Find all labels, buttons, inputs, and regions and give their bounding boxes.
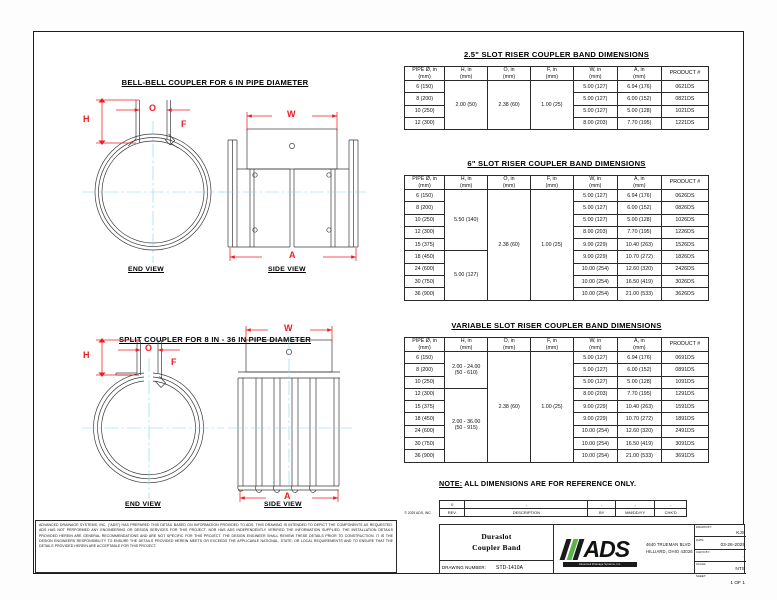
rev-chkd: - [655, 501, 687, 509]
cell-w: 10.00 (254) [573, 288, 617, 300]
cell-product: 1026DS [661, 214, 708, 226]
cell-product: 1221DS [661, 117, 708, 129]
cell-w: 5.00 (127) [573, 93, 617, 105]
cell-pipe: 15 (375) [405, 401, 445, 413]
title-block-meta [695, 525, 746, 586]
cell-product: 0891DS [661, 364, 708, 376]
cell-a: 7.70 (195) [617, 226, 661, 238]
table-header-row [405, 67, 709, 81]
cell-pipe: 15 (375) [405, 239, 445, 251]
table-row [405, 81, 709, 93]
cell-f: 1.00 (25) [530, 190, 573, 301]
cell-h: 5.00 (127) [445, 251, 488, 300]
cell-a: 21.00 (533) [617, 450, 661, 462]
cell-w: 8.00 (203) [573, 388, 617, 400]
drawing-frame [33, 31, 745, 586]
cell-w: 5.00 (127) [573, 190, 617, 202]
cell-pipe: 6 (150) [405, 81, 445, 93]
cell-w: 5.00 (127) [573, 364, 617, 376]
cell-product: 1021DS [661, 105, 708, 117]
col-header-1: H, in (mm) [445, 176, 488, 190]
cell-w: 8.00 (203) [573, 226, 617, 238]
dim-f-label-2: F [171, 357, 177, 367]
cell-w: 9.00 (229) [573, 413, 617, 425]
col-header-6: PRODUCT # [661, 176, 708, 190]
cell-f: 1.00 (25) [531, 352, 574, 463]
table-row [405, 190, 709, 202]
cell-product: 1826DS [661, 251, 708, 263]
cell-a: 6.00 (152) [617, 93, 661, 105]
cell-pipe: 36 (900) [405, 450, 445, 462]
table-block-3 [404, 321, 709, 463]
bell-bell-coupler-detail [40, 42, 388, 292]
cell-o: 2.38 (60) [488, 352, 531, 463]
dimensions-table-3 [404, 337, 709, 463]
bell-bell-title: BELL-BELL COUPLER FOR 6 IN PIPE DIAMETER [121, 78, 309, 87]
drawing-number-value: STD-1410A [496, 564, 524, 571]
cell-w: 10.00 (254) [573, 450, 617, 462]
cell-w: 10.00 (254) [573, 438, 617, 450]
cell-w: 10.00 (254) [573, 263, 617, 275]
reference-note [439, 479, 636, 488]
table-title-1: 2.5" SLOT RISER COUPLER BAND DIMENSIONS [463, 50, 650, 59]
col-header-5: A, in (mm) [617, 67, 661, 81]
cell-a: 12.60 (320) [617, 425, 661, 437]
col-header-1: H, in (mm) [445, 338, 488, 352]
cell-a: 21.00 (533) [617, 288, 661, 300]
meta-value-scale: NTS [735, 567, 745, 573]
cell-f: 1.00 (25) [530, 81, 573, 130]
table-title-2: 6" SLOT RISER COUPLER BAND DIMENSIONS [467, 159, 646, 168]
cell-pipe: 10 (250) [405, 105, 445, 117]
meta-label-date: DATE: [696, 537, 705, 542]
rev-header-chkd: CHK'D [655, 509, 687, 517]
rev-number: 0 [440, 501, 465, 509]
cell-w: 10.00 (254) [573, 425, 617, 437]
cell-o: 2.38 (60) [488, 190, 531, 301]
table-block-2 [404, 159, 709, 301]
cell-h: 5.50 (140) [445, 190, 488, 251]
cell-w: 5.00 (127) [573, 352, 617, 364]
cell-a: 7.70 (195) [617, 388, 661, 400]
table-header-row [405, 338, 709, 352]
cell-product: 0626DS [661, 190, 708, 202]
cell-a: 10.70 (272) [617, 251, 661, 263]
cell-pipe: 12 (300) [405, 226, 445, 238]
cell-product: 0826DS [661, 202, 708, 214]
end-view-label-2: END VIEW [125, 501, 162, 508]
cell-pipe: 18 (450) [405, 413, 445, 425]
meta-label-drawn-by: DRAWN BY: [696, 525, 713, 530]
cell-a: 6.94 (176) [617, 352, 661, 364]
cell-product: 3026DS [661, 276, 708, 288]
revision-data-row [440, 501, 687, 509]
meta-scale [695, 562, 746, 574]
table-row [405, 352, 709, 364]
meta-value-date: 03-26-2025 [720, 542, 745, 548]
cell-pipe: 12 (300) [405, 388, 445, 400]
rev-header-rev: REV. [440, 509, 465, 517]
revision-block [439, 500, 687, 517]
dim-w-label-1: W [287, 109, 296, 119]
dim-h-label-2: H [83, 350, 90, 360]
product-title [440, 525, 554, 561]
cell-product: 0821DS [661, 93, 708, 105]
cell-a: 16.50 (419) [617, 276, 661, 288]
cell-a: 7.70 (195) [617, 117, 661, 129]
cell-a: 6.00 (152) [617, 364, 661, 376]
cell-w: 5.00 (127) [573, 81, 617, 93]
split-coupler-title: SPLIT COUPLER FOR 8 IN - 36 IN PIPE DIAMETER [118, 335, 311, 344]
dim-o-label-1: O [149, 103, 157, 113]
cell-a: 10.70 (272) [617, 413, 661, 425]
product-name: Coupler Band [472, 542, 521, 552]
col-header-2: O, in (mm) [488, 176, 531, 190]
address-line-1: 4640 TRUEMAN BLVD [646, 542, 691, 547]
cell-product: 0691DS [661, 352, 708, 364]
cell-pipe: 8 (200) [405, 93, 445, 105]
meta-sheet [695, 574, 746, 586]
rev-header-description: DESCRIPTION [465, 509, 588, 517]
drawing-number-row [440, 561, 554, 574]
cell-h: 2.00 (50) [445, 81, 488, 130]
cell-product: 2426DS [661, 263, 708, 275]
cell-a: 16.50 (419) [617, 438, 661, 450]
meta-date [695, 537, 746, 549]
cell-product: 3626DS [661, 288, 708, 300]
logo-tagline: Advanced Drainage Systems, Inc. [578, 562, 622, 566]
split-coupler-drawing-svg [40, 300, 388, 525]
cell-pipe: 8 (200) [405, 202, 445, 214]
col-header-4: W, in (mm) [573, 338, 617, 352]
split-coupler-detail [40, 300, 388, 525]
dim-w-label-2: W [284, 323, 293, 333]
cell-pipe: 24 (600) [405, 425, 445, 437]
cell-pipe: 30 (750) [405, 276, 445, 288]
cell-product: 1591DS [661, 401, 708, 413]
note-text: ALL DIMENSIONS ARE FOR REFERENCE ONLY. [462, 479, 637, 488]
col-header-6: PRODUCT # [661, 67, 708, 81]
cell-product: 1291DS [661, 388, 708, 400]
col-header-3: F, in (mm) [531, 338, 574, 352]
cell-a: 5.00 (128) [617, 214, 661, 226]
revision-header-row [440, 509, 687, 517]
col-header-0: PIPE Ø, in (mm) [405, 338, 445, 352]
col-header-2: O, in (mm) [488, 338, 531, 352]
cell-a: 10.40 (263) [617, 401, 661, 413]
dim-o-label-2: O [145, 343, 153, 353]
table-title-3: VARIABLE SLOT RISER COUPLER BAND DIMENSIONS [451, 321, 662, 330]
meta-value-checked-by: - [743, 555, 745, 561]
dim-h-label-1: H [83, 114, 90, 124]
title-block [439, 524, 745, 586]
meta-checked-by [695, 550, 746, 562]
cell-pipe: 36 (900) [405, 288, 445, 300]
cell-w: 5.00 (127) [573, 214, 617, 226]
cell-h: 2.00 - 24.00 (50 - 610) [445, 352, 488, 389]
rev-description: - [465, 501, 588, 509]
cell-h: 2.00 - 36.00 (50 - 915) [445, 388, 488, 462]
cell-pipe: 10 (250) [405, 376, 445, 388]
drawing-number-label: DRAWING NUMBER: [442, 565, 487, 571]
dimensions-table-1 [404, 66, 709, 130]
meta-label-sheet: SHEET: [696, 574, 707, 579]
cell-pipe: 18 (450) [405, 251, 445, 263]
cell-pipe: 6 (150) [405, 352, 445, 364]
meta-label-scale: SCALE: [696, 562, 707, 567]
end-view-label-1: END VIEW [128, 266, 165, 273]
cell-w: 5.00 (127) [573, 202, 617, 214]
cell-a: 5.00 (128) [617, 376, 661, 388]
col-header-1: H, in (mm) [445, 67, 488, 81]
company-logo-block [554, 525, 695, 574]
cell-a: 6.94 (176) [617, 190, 661, 202]
cell-a: 5.00 (128) [617, 105, 661, 117]
rev-date: - [615, 501, 655, 509]
col-header-5: A, in (mm) [617, 176, 661, 190]
cell-a: 6.00 (152) [617, 202, 661, 214]
cell-pipe: 8 (200) [405, 364, 445, 376]
col-header-3: F, in (mm) [530, 176, 573, 190]
side-view-label-1: SIDE VIEW [268, 266, 306, 273]
col-header-0: PIPE Ø, in (mm) [405, 176, 445, 190]
cell-product: 0621DS [661, 81, 708, 93]
cell-pipe: 30 (750) [405, 438, 445, 450]
cell-product: 1226DS [661, 226, 708, 238]
col-header-4: W, in (mm) [573, 176, 617, 190]
col-header-6: PRODUCT # [661, 338, 708, 352]
cell-product: 2491DS [661, 425, 708, 437]
cell-pipe: 24 (600) [405, 263, 445, 275]
meta-value-sheet: 1 OF 1 [730, 580, 745, 586]
table-block-1 [404, 50, 709, 130]
col-header-5: A, in (mm) [617, 338, 661, 352]
cell-w: 5.00 (127) [573, 376, 617, 388]
bell-bell-drawing-svg [40, 42, 388, 292]
cell-a: 10.40 (263) [617, 239, 661, 251]
cell-pipe: 6 (150) [405, 190, 445, 202]
cell-product: 1526DS [661, 239, 708, 251]
cell-product: 1091DS [661, 376, 708, 388]
company-address [646, 542, 693, 555]
cell-o: 2.38 (60) [488, 81, 531, 130]
cell-w: 9.00 (229) [573, 239, 617, 251]
cell-a: 12.60 (320) [617, 263, 661, 275]
logo-wordmark: ADS [583, 536, 630, 562]
ads-logo-icon [563, 536, 637, 566]
dim-f-label-1: F [181, 119, 187, 129]
cell-product: 3091DS [661, 438, 708, 450]
note-label: NOTE: [439, 479, 463, 488]
rev-header-by: BY [588, 509, 615, 517]
col-header-4: W, in (mm) [573, 67, 617, 81]
cell-pipe: 12 (300) [405, 117, 445, 129]
table-header-row [405, 176, 709, 190]
dim-a-label-2: A [284, 491, 291, 501]
meta-label-checked-by: CHK'D BY: [696, 549, 711, 554]
cell-a: 6.94 (176) [617, 81, 661, 93]
cell-pipe: 10 (250) [405, 214, 445, 226]
cell-w: 8.00 (203) [573, 117, 617, 129]
col-header-3: F, in (mm) [530, 67, 573, 81]
copyright-text: © 2025 ADS, INC. [404, 511, 432, 515]
col-header-0: PIPE Ø, in (mm) [405, 67, 445, 81]
col-header-2: O, in (mm) [488, 67, 531, 81]
dimensions-table-2 [404, 175, 709, 301]
address-line-2: HILLIARD, OHIO 43026 [646, 548, 693, 554]
product-line: Duraslot [481, 531, 512, 541]
cell-w: 9.00 (229) [573, 251, 617, 263]
cell-product: 3691DS [661, 450, 708, 462]
rev-by: - [588, 501, 615, 509]
meta-value-drawn-by: KJS [736, 530, 745, 536]
logo-tagline-bar [563, 562, 637, 567]
dim-a-label-1: A [289, 250, 296, 260]
cell-w: 5.00 (127) [573, 105, 617, 117]
cell-w: 9.00 (229) [573, 401, 617, 413]
side-view-label-2: SIDE VIEW [264, 501, 302, 508]
cell-w: 10.00 (254) [573, 276, 617, 288]
rev-header-date: MM/DD/YY [615, 509, 655, 517]
meta-drawn-by [695, 525, 746, 537]
disclaimer-text: ADVANCED DRAINAGE SYSTEMS, INC. ("ADS") HAS PREPARED THIS DETAIL BASED ON INFORMATION PROVIDED TO ADS. THIS DRAWING IS INTENDED TO DEPICT THE COMPONENTS AS REQUESTED. ADS HAS NOT PERFORMED ANY ENGINEERING OR DESIGN SERVICES FOR THIS PROJECT, NOR HAS ADS INDEPENDENTLY VERIFIED THE INFORMATION SUPPLIED. THE INSTALLATION DETAILS PROVIDED HEREIN ARE GENERAL RECOMMENDATIONS AND ARE NOT SPECIFIC FOR THIS PROJECT. THE DESIGN ENGINEER SHALL REVIEW THESE DETAILS PRIOR TO CONSTRUCTION. IT IS THE DESIGN ENGINEERS RESPONSIBILITY TO ENSURE THE DETAILS PROVIDED HEREIN MEETS OR EXCEEDS THE APPLICABLE NATIONAL, STATE, OR LOCAL REQUIREMENTS AND TO ENSURE THAT THE DETAILS PROVIDED HEREIN ARE ACCEPTABLE FOR THIS PROJECT. [35, 520, 397, 573]
cell-product: 1891DS [661, 413, 708, 425]
